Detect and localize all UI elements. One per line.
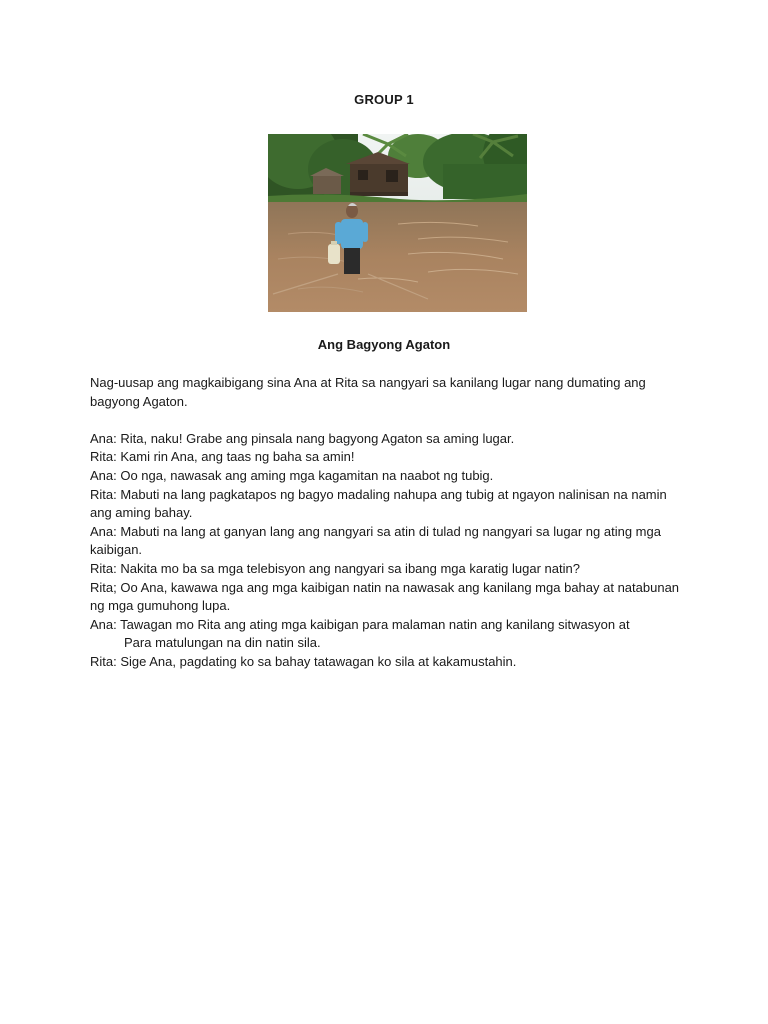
story-intro: Nag-uusap ang magkaibigang sina Ana at Rita sa nangyari sa kanilang lugar nang dumating ang bagyong Agaton. — [90, 375, 646, 409]
dialogue-line: Ana: Rita, naku! Grabe ang pinsala nang bagyong Agaton sa aming lugar. — [90, 430, 515, 446]
story-title: Ang Bagyong Agaton — [317, 337, 451, 352]
dialogue-line: Ana: Tawagan mo Rita ang ating mga kaibigan para malaman natin ang kanilang sitwasyon at — [90, 616, 630, 632]
dialogue — [90, 430, 690, 672]
dialogue-line: Ana: Mabuti na lang at ganyan lang ang nangyari sa atin di tulad ng nangyari sa lugar ng ating mga kaibigan. — [90, 523, 661, 558]
dialogue-line: Rita: Kami rin Ana, ang taas ng baha sa amin! — [90, 449, 355, 465]
dialogue-line: Rita: Nakita mo ba sa mga telebisyon ang nangyari sa ibang mga karatig lugar natin? — [90, 560, 580, 576]
dialogue-line-continuation: Para matulungan na din natin sila. — [124, 635, 321, 651]
story-body — [90, 374, 690, 672]
dialogue-line: Rita: Mabuti na lang pagkatapos ng bagyo madaling nahupa ang tubig at ngayon nalinisan na namin ang aming bahay. — [90, 486, 667, 521]
dialogue-line: Ana: Oo nga, nawasak ang aming mga kagamitan na naabot ng tubig. — [90, 467, 494, 483]
dialogue-line: Rita: Sige Ana, pagdating ko sa bahay tatawagan ko sila at kakamustahin. — [90, 653, 517, 669]
flooded-village-photo — [268, 134, 527, 312]
dialogue-line: Rita; Oo Ana, kawawa nga ang mga kaibigan natin na nawasak ang kanilang mga bahay at natabunan ng mga gumuhong lupa. — [90, 579, 680, 614]
group-heading: GROUP 1 — [354, 92, 414, 107]
